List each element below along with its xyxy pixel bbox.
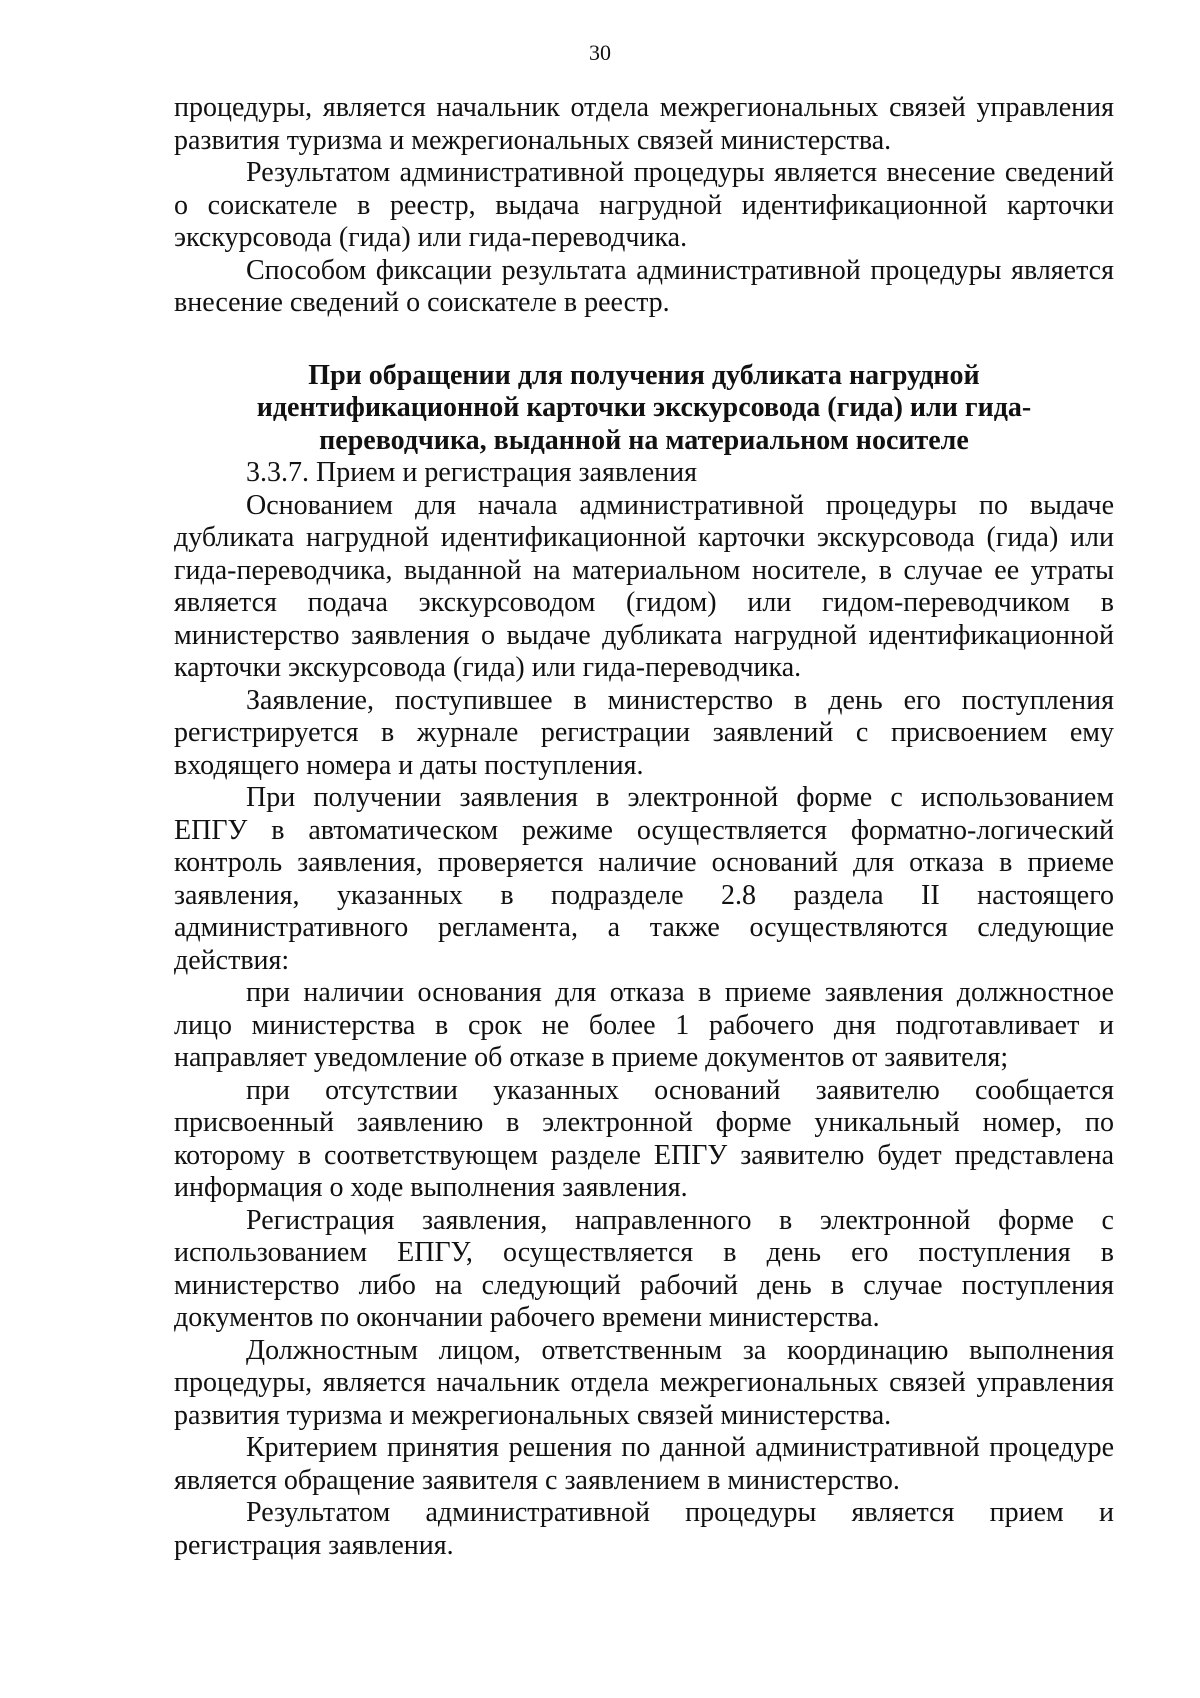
paragraph: при наличии основания для отказа в приеме заявления должностное лицо министерства в срок не более 1 рабочего дня подготавливает и направляет уведомление об отказе в приеме документов от заявителя;	[174, 977, 1114, 1073]
section-heading: При обращении для получения дубликата нагрудной идентификационной карточки экскурсовода (гида) или гида-переводчика, выданной на материальном носителе	[256, 359, 1032, 456]
paragraph: процедуры, является начальник отдела межрегиональных связей управления развития туризма и межрегиональных связей министерства.	[174, 92, 1114, 156]
paragraph: Заявление, поступившее в министерство в день его поступления регистрируется в журнале регистрации заявлений с присвоением ему входящего номера и даты поступления.	[174, 684, 1114, 781]
paragraph: Результатом административной процедуры является внесение сведений о соискателе в реестр, выдача нагрудной идентификационной карточки экскурсовода (гида) или гида-переводчика.	[174, 157, 1114, 253]
paragraph: Должностным лицом, ответственным за координацию выполнения процедуры, является начальник отдела межрегиональных связей управления развития туризма и межрегиональных связей министерства.	[174, 1334, 1114, 1431]
subsection-title: 3.3.7. Прием и регистрация заявления	[246, 457, 697, 488]
paragraph: Результатом административной процедуры является прием и регистрация заявления.	[174, 1497, 1114, 1561]
paragraph: Основанием для начала административной процедуры по выдаче дубликата нагрудной идентификационной карточки экскурсовода (гида) или гида-переводчика, выданной на материальном носителе, в случае ее утраты является подача экскурсоводом (гидом) или гидом-переводчиком в министерство заявления о выдаче дубликата нагрудной идентификационной карточки экскурсовода (гида) или гида-переводчика.	[174, 489, 1114, 683]
paragraph: При получении заявления в электронной форме с использованием ЕПГУ в автоматическом режиме осуществляется форматно-логический контроль заявления, проверяется наличие оснований для отказа в приеме заявления, указанных в подразделе 2.8 раздела II настоящего административного регламента, а также осуществляются следующие действия:	[174, 782, 1114, 976]
paragraph: Способом фиксации результата административной процедуры является внесение сведений о соискателе в реестр.	[174, 254, 1114, 318]
paragraph: при отсутствии указанных оснований заявителю сообщается присвоенный заявлению в электронной форме уникальный номер, по которому в соответствующем разделе ЕПГУ заявителю будет представлена информация о ходе выполнения заявления.	[174, 1074, 1114, 1203]
paragraph: Критерием принятия решения по данной административной процедуре является обращение заявителя с заявлением в министерство.	[174, 1432, 1114, 1496]
paragraph: Регистрация заявления, направленного в электронной форме с использованием ЕПГУ, осуществляется в день его поступления в министерство либо на следующий рабочий день в случае поступления документов по окончании рабочего времени министерства.	[174, 1204, 1114, 1333]
page-number: 30	[589, 40, 611, 65]
document-body	[174, 92, 1114, 1562]
